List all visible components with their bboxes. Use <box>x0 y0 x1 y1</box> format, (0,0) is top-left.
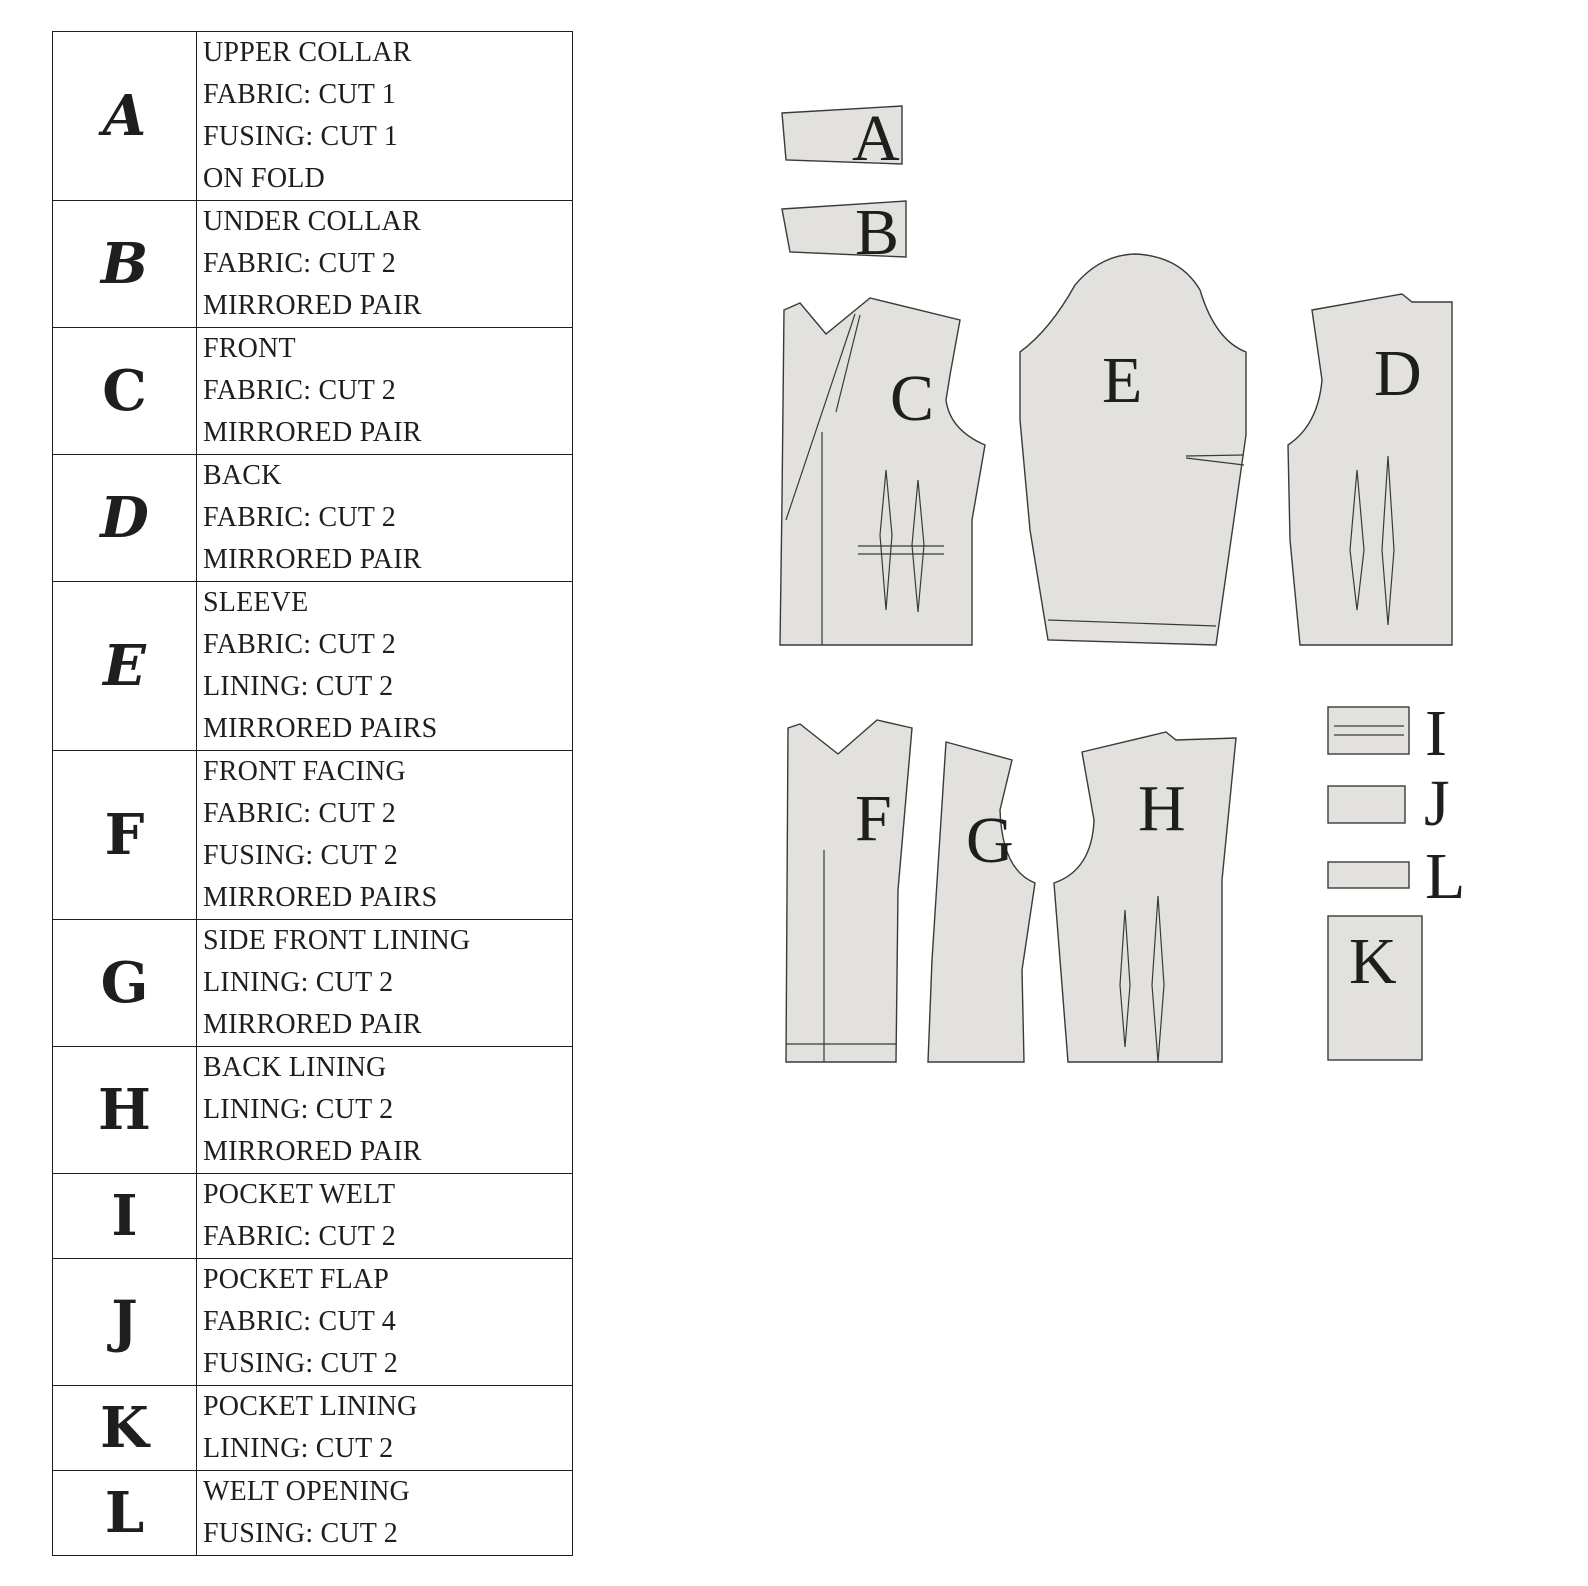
piece-label-h: H <box>1138 772 1186 845</box>
legend-line: LINING: CUT 2 <box>203 1094 394 1125</box>
legend-line: FABRIC: CUT 2 <box>203 629 396 660</box>
legend-line: POCKET WELT <box>203 1179 396 1210</box>
legend-letter: E <box>53 582 197 751</box>
piece-d <box>1288 294 1452 645</box>
legend-line: SIDE FRONT LINING <box>203 925 471 956</box>
piece-j <box>1328 767 1450 840</box>
legend-line: BACK <box>203 460 282 491</box>
legend-line: MIRRORED PAIR <box>203 1136 422 1167</box>
legend-letter: H <box>53 1047 197 1174</box>
legend-line: FUSING: CUT 1 <box>203 121 399 152</box>
legend-line: FABRIC: CUT 2 <box>203 375 396 406</box>
legend-line: FUSING: CUT 2 <box>203 1348 399 1379</box>
piece-label-c: C <box>890 362 935 435</box>
legend-line: UNDER COLLAR <box>203 206 421 237</box>
piece-label-l: L <box>1425 840 1466 913</box>
legend-line: WELT OPENING <box>203 1476 410 1507</box>
legend-line: FRONT FACING <box>203 756 406 787</box>
legend-letter: A <box>53 32 197 201</box>
legend-line: SLEEVE <box>203 587 309 618</box>
piece-k <box>1328 916 1422 1060</box>
piece-label-b: B <box>855 196 900 269</box>
legend-line: POCKET FLAP <box>203 1264 390 1295</box>
legend-letter: K <box>53 1386 197 1471</box>
legend-line: FABRIC: CUT 1 <box>203 79 396 110</box>
legend-line: POCKET LINING <box>203 1391 418 1422</box>
legend-letter: C <box>53 328 197 455</box>
legend-line: FRONT <box>203 333 296 364</box>
piece-a <box>782 102 902 175</box>
legend-letter: B <box>53 201 197 328</box>
legend-letter: I <box>53 1174 197 1259</box>
piece-label-e: E <box>1102 344 1143 417</box>
piece-h <box>1054 732 1236 1062</box>
piece-f <box>786 720 912 1062</box>
piece-label-i: I <box>1425 697 1447 770</box>
legend-letter: L <box>53 1471 197 1556</box>
legend-line: FUSING: CUT 2 <box>203 1518 399 1549</box>
legend-line: MIRRORED PAIR <box>203 417 422 448</box>
legend-line: MIRRORED PAIRS <box>203 713 438 744</box>
legend-line: LINING: CUT 2 <box>203 967 394 998</box>
legend-letter: J <box>53 1259 197 1386</box>
legend-line: MIRRORED PAIR <box>203 1009 422 1040</box>
piece-label-k: K <box>1349 925 1397 998</box>
legend-line: MIRRORED PAIR <box>203 544 422 575</box>
piece-label-f: F <box>855 782 892 855</box>
legend-letter: D <box>53 455 197 582</box>
piece-label-j: J <box>1424 767 1450 840</box>
legend-line: FABRIC: CUT 2 <box>203 1221 396 1252</box>
legend-line: ON FOLD <box>203 163 325 194</box>
piece-e <box>1020 254 1246 645</box>
legend-letter: F <box>53 751 197 920</box>
piece-g <box>928 742 1035 1062</box>
legend-letter: G <box>53 920 197 1047</box>
piece-l <box>1328 840 1465 913</box>
legend-line: UPPER COLLAR <box>203 37 412 68</box>
piece-label-a: A <box>852 102 900 175</box>
legend-line: FUSING: CUT 2 <box>203 840 399 871</box>
legend-line: FABRIC: CUT 2 <box>203 798 396 829</box>
legend-line: MIRRORED PAIR <box>203 290 422 321</box>
piece-label-g: G <box>966 804 1014 877</box>
legend-line: FABRIC: CUT 4 <box>203 1306 396 1337</box>
legend-line: FABRIC: CUT 2 <box>203 502 396 533</box>
legend-line: BACK LINING <box>203 1052 387 1083</box>
piece-b <box>782 196 906 269</box>
piece-label-d: D <box>1374 337 1422 410</box>
piece-i <box>1328 697 1447 770</box>
legend-line: LINING: CUT 2 <box>203 671 394 702</box>
piece-c <box>780 298 985 645</box>
legend-line: LINING: CUT 2 <box>203 1433 394 1464</box>
legend-line: MIRRORED PAIRS <box>203 882 438 913</box>
legend-line: FABRIC: CUT 2 <box>203 248 396 279</box>
